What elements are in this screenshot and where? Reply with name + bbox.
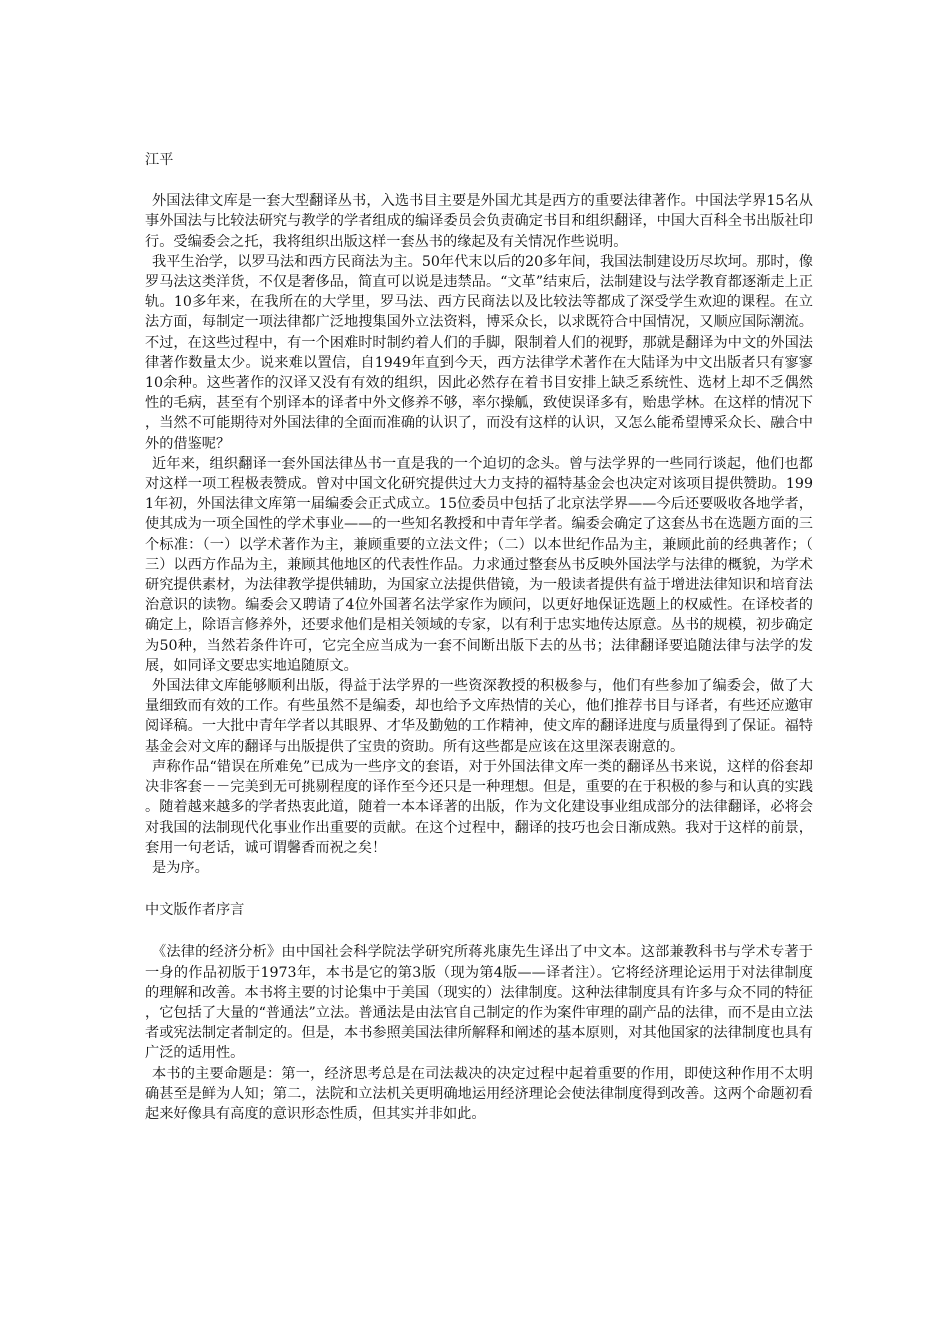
author-preface-paragraph-1: 《法律的经济分析》由中国社会科学院法学研究所蒋兆康先生译出了中文本。这部兼教科书与学术专著于一身的作品初版于1973年，本书是它的第3版（现为第4版——译者注）。它将经济理论运用于对法律制度的理解和改善。本书将主要的讨论集中于美国（现实的）法律制度。这种法律制度具有许多与众不同的特征，它包括了大量的“普通法”立法。普通法是由法官自己制定的作为案件审理的副产品的法律，而不是由立法者或宪法制定者制定的。但是，本书参照美国法律所解释和阐述的基本原则，对其他国家的法律制度也具有广泛的适用性。 <box>145 944 813 1062</box>
section-heading: 中文版作者序言 <box>145 902 245 919</box>
preface-paragraph-5: 声称作品“错误在所难免”已成为一些序文的套语，对于外国法律文库一类的翻译丛书来说，这样的俗套却决非客套－－完美到无可挑剔程度的译作至今还只是一种理想。但是，重要的在于积极的参与和认真的实践。随着越来越多的学者热衷此道，随着一本本译著的出版，作为文化建设事业组成部分的法律翻译，必将会对我国的法制现代化事业作出重要的贡献。在这个过程中，翻译的技巧也会日渐成熟。我对于这样的前景，套用一句老话，诚可谓馨香而祝之矣！ <box>145 758 813 856</box>
document-page <box>145 150 813 1124</box>
preface-paragraph-3: 近年来，组织翻译一套外国法律丛书一直是我的一个迫切的念头。曾与法学界的一些同行谈起，他们也都对这样一项工程极表赞成。曾对中国文化研究提供过大力支持的福特基金会也决定对该项目提供赞助。1991年初，外国法律文库第一届编委会正式成立。15位委员中包括了北京法学界——今后还要吸收各地学者，使其成为一项全国性的学术事业——的一些知名教授和中青年学者。编委会确定了这套丛书在选题方面的三个标准：（一）以学术著作为主，兼顾重要的立法文件；（二）以本世纪作品为主，兼顾此前的经典著作；（三）以西方作品为主，兼顾其他地区的代表性作品。力求通过整套丛书反映外国法学与法律的概貌，为学术研究提供素材，为法律教学提供辅助，为国家立法提供借镜，为一般读者提供有益于增进法律知识和培育法治意识的读物。编委会又聘请了4位外国著名法学家作为顾问，以更好地保证选题上的权威性。在译校者的确定上，除语言修养外，还要求他们是相关领域的专家，以有利于忠实地传达原意。丛书的规模，初步确定为50种，当然若条件许可，它完全应当成为一套不间断出版下去的丛书；法律翻译要追随法律与法学的发展，如同译文要忠实地追随原文。 <box>145 455 813 674</box>
preface-paragraph-2: 我平生治学，以罗马法和西方民商法为主。50年代末以后的20多年间，我国法制建设历尽坎坷。那时，像罗马法这类洋货，不仅是奢侈品，简直可以说是违禁品。“文革”结束后，法制建设与法学教育都逐渐走上正轨。10多年来，在我所在的大学里，罗马法、西方民商法以及比较法等都成了深受学生欢迎的课程。在立法方面，每制定一项法律都广泛地搜集国外立法资料，博采众长，以求既符合中国情况，又顺应国际潮流。不过，在这些过程中，有一个困难时时制约着人们的手脚，限制着人们的视野，那就是翻译为中文的外国法律著作数量太少。说来难以置信，自1949年直到今天，西方法律学术著作在大陆译为中文出版者只有寥寥10余种。这些著作的汉译又没有有效的组织，因此必然存在着书目安排上缺乏系统性、选材上却不乏偶然性的毛病，甚至有个别译本的译者中外文修养不够，率尔操觚，致使误译多有，贻患学林。在这样的情况下，当然不可能期待对外国法律的全面而准确的认识了，而没有这样的认识，又怎么能希望博采众长、融合中外的借鉴呢？ <box>145 253 813 452</box>
preface-paragraph-1: 外国法律文库是一套大型翻译丛书，入选书目主要是外国尤其是西方的重要法律著作。中国法学界15名从事外国法与比较法研究与教学的学者组成的编译委员会负责确定书目和组织翻译，中国大百科全书出版社印行。受编委会之托，我将组织出版这样一套丛书的缘起及有关情况作些说明。 <box>145 193 813 250</box>
preface-author: 江平 <box>145 152 174 168</box>
preface-closing: 是为序。 <box>152 859 209 876</box>
preface-paragraph-4: 外国法律文库能够顺利出版，得益于法学界的一些资深教授的积极参与，他们有些参加了编委会，做了大量细致而有效的工作。有些虽然不是编委，却也给予文库热情的关心，他们推荐书目与译者，有些还应邀审阅译稿。一大批中青年学者以其眼界、才华及勤勉的工作精神，使文库的翻译进度与质量得到了保证。福特基金会对文库的翻译与出版提供了宝贵的资助。所有这些都是应该在这里深表谢意的。 <box>145 678 813 755</box>
author-preface-paragraph-2: 本书的主要命题是：第一，经济思考总是在司法裁决的决定过程中起着重要的作用，即使这种作用不太明确甚至是鲜为人知；第二，法院和立法机关更明确地运用经济理论会使法律制度得到改善。这两个命题初看起来好像具有高度的意识形态性质，但其实并非如此。 <box>145 1065 813 1122</box>
